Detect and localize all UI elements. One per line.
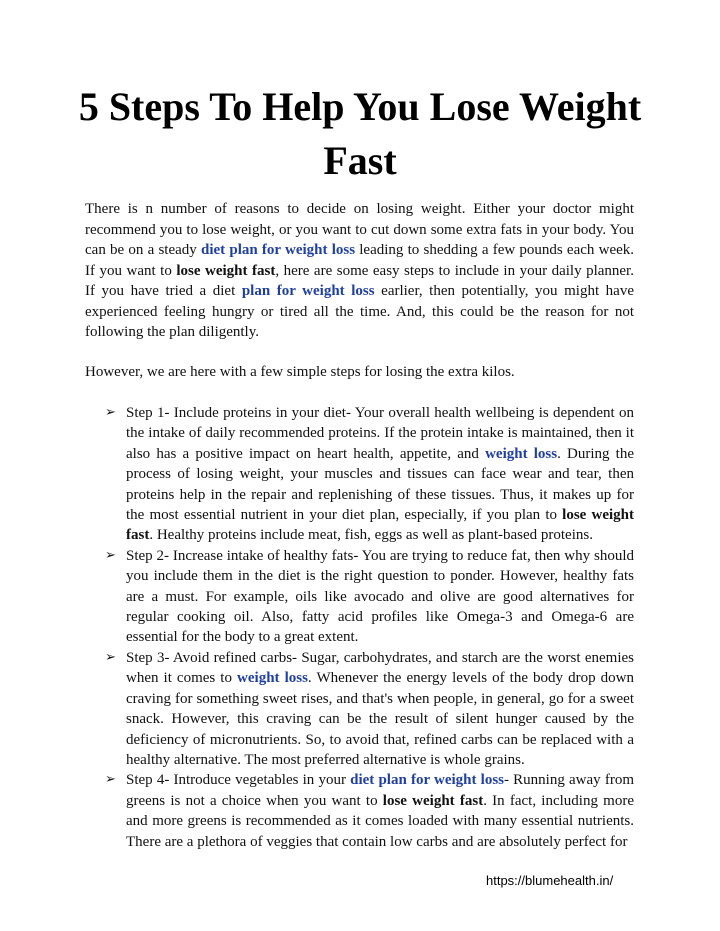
step-2-text-1: Step 2- Increase intake of healthy fats- You are trying to reduce fat, then why should you include them in the diet is the right question to ponder. However, healthy fats are a must. For example, oils like avocado and olive are good alternatives for regular cooking oil. Also, fatty acid profiles like Omega-3 and Omega-6 are essential for the body to a great extent.: [126, 547, 634, 646]
step-1-text-2: . During the process of losing weight, your muscles and tissues can face wear and tear, then proteins help in the repair and replenishing of these tissues. Thus, it makes up for the most essential nutrient in your diet plan, especially, if you plan to: [126, 445, 634, 524]
diet-plan-link[interactable]: diet plan for weight loss: [200, 242, 356, 258]
however-paragraph: However, we are here with a few simple steps for losing the extra kilos.: [85, 364, 515, 380]
step-4-bold-phrase: lose weight fast: [382, 792, 484, 809]
plan-link[interactable]: plan for weight loss: [241, 283, 375, 299]
intro-bold-phrase: lose weight fast: [176, 262, 276, 279]
intro-text-1: There is n number of reasons to decide on losing weight. Either your doctor might recommend you to lose weight, or you want to cut down some extra fats in your body. You can be on a steady: [85, 201, 634, 258]
page-title: 5 Steps To Help You Lose Weight Fast: [78, 84, 642, 183]
step-1-bold-phrase: lose weight fast: [126, 507, 634, 544]
footer-url: https://blumehealth.in/: [486, 873, 614, 888]
arrow-bullet-icon: ➢: [105, 772, 116, 788]
step-4: [85, 770, 634, 852]
arrow-bullet-icon: ➢: [105, 649, 116, 665]
step-4-text-2: - Running away from greens is not a choice when you want to: [126, 772, 634, 809]
step-4-text-3: . In fact, including more and more greens is recommended as it comes loaded with many essential nutrients. There are a plethora of veggies that contain low carbs and are absolutely perfect for: [126, 792, 634, 850]
weight-loss-link[interactable]: weight loss: [237, 670, 308, 687]
step-1-text-3: . Healthy proteins include meat, fish, eggs as well as plant-based proteins.: [149, 527, 593, 544]
step-1-text-1: Step 1- Include proteins in your diet- Your overall health wellbeing is dependent on the intake of daily recommended proteins. If the protein intake is maintained, then it also has a positive impact on heart health, appetite, and: [126, 405, 634, 462]
step-4-text-1: Step 4- Introduce vegetables in your: [126, 772, 351, 789]
arrow-bullet-icon: ➢: [105, 405, 116, 420]
weight-loss-link[interactable]: weight loss: [485, 445, 558, 462]
intro-text-4: earlier, then potentially, you might have experienced feeling hungry or tired all the time. And, this could be the reason for not following the plan diligently.: [85, 283, 634, 340]
diet-plan-link[interactable]: diet plan for weight loss: [350, 772, 505, 789]
arrow-bullet-icon: ➢: [105, 547, 116, 563]
step-3-text-1: Step 3- Avoid refined carbs- Sugar, carbohydrates, and starch are the worst enemies when it comes to: [126, 649, 634, 687]
step-3: [85, 648, 634, 770]
step-2: [85, 546, 634, 648]
step-1: [85, 403, 634, 546]
intro-paragraph: [85, 199, 634, 343]
intro-text-3: , here are some easy steps to include in your daily planner. If you have tried a diet: [85, 262, 634, 299]
intro-text-2: leading to shedding a few pounds each week. If you want to: [85, 242, 635, 279]
step-3-text-2: . Whenever the energy levels of the body drop down craving for something sweet rises, and that's when people, in general, go for a sweet snack. However, this craving can be the result of silent hunger caused by the deficiency of micronutrients. So, to avoid that, refined carbs can be replaced with a healthy alternative. The most preferred alternative is whole grains.: [126, 670, 634, 768]
steps-list: [85, 403, 634, 852]
